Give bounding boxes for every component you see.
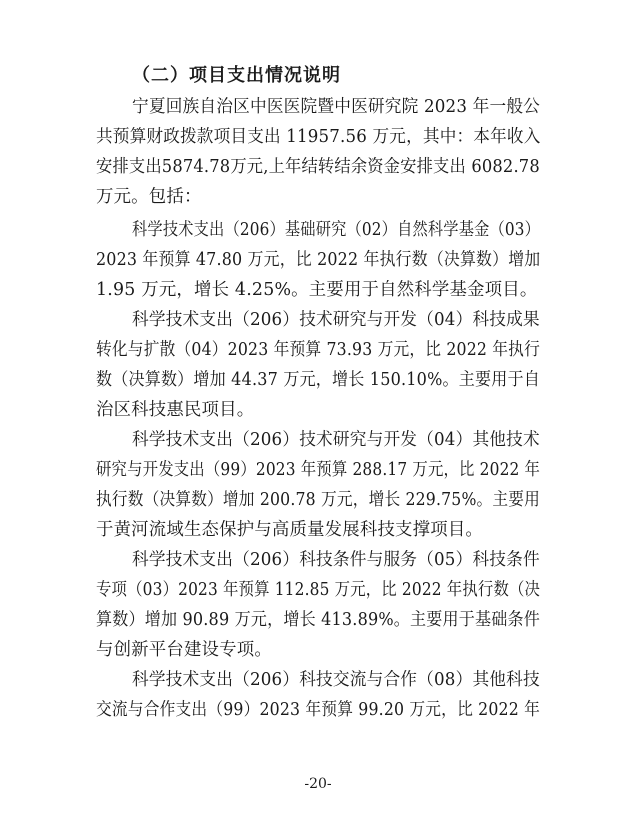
paragraph-3-line-1: 科学技术支出（206）技术研究与开发（04）科技成果: [132, 310, 540, 330]
paragraph-5-line-1: 科学技术支出（206）科技条件与服务（05）科技条件: [132, 550, 540, 570]
paragraph-4-line-4: 于黄河流域生态保护与高质量发展科技支撑项目。: [96, 520, 483, 540]
paragraph-1-line-4: 万元。包括：: [96, 187, 202, 207]
paragraph-6-line-1: 科学技术支出（206）科技交流与合作（08）其他科技: [132, 670, 540, 690]
paragraph-3-line-4: 治区科技惠民项目。: [96, 400, 255, 420]
paragraph-1-line-2: 共预算财政拨款项目支出 11957.56 万元，其中：本年收入: [96, 127, 541, 147]
paragraph-5-line-2: 专项（03）2023 年预算 112.85 万元，比 2022 年执行数（决: [96, 580, 541, 600]
section-heading: （二）项目支出情况说明: [132, 65, 341, 86]
paragraph-4-line-1: 科学技术支出（206）技术研究与开发（04）其他技术: [132, 430, 540, 450]
paragraph-2-line-2: 2023 年预算 47.80 万元，比 2022 年执行数（决算数）增加: [96, 250, 541, 270]
paragraph-2-line-1: 科学技术支出（206）基础研究（02）自然科学基金（03）: [132, 220, 541, 240]
paragraph-6-line-2: 交流与合作支出（99）2023 年预算 99.20 万元，比 2022 年: [96, 700, 540, 720]
paragraph-3-line-2: 转化与扩散（04）2023 年预算 73.93 万元，比 2022 年执行: [96, 340, 540, 360]
paragraph-1-line-3: 安排支出5874.78万元,上年结转结余资金安排支出 6082.78: [96, 157, 540, 177]
page-number: -20-: [304, 776, 332, 792]
paragraph-4-line-3: 执行数（决算数）增加 200.78 万元，增长 229.75%。主要用: [96, 490, 540, 510]
paragraph-1-line-1: 宁夏回族自治区中医医院暨中医研究院 2023 年一般公: [132, 97, 541, 117]
paragraph-5-line-3: 算数）增加 90.89 万元，增长 413.89%。主要用于基础条件: [96, 610, 540, 630]
paragraph-3-line-3: 数（决算数）增加 44.37 万元，增长 150.10%。主要用于自: [96, 370, 540, 390]
paragraph-4-line-2: 研究与开发支出（99）2023 年预算 288.17 万元，比 2022 年: [96, 460, 541, 480]
paragraph-5-line-4: 与创新平台建设专项。: [96, 640, 272, 660]
paragraph-2-line-3: 1.95 万元，增长 4.25%。主要用于自然科学基金项目。: [96, 280, 538, 300]
